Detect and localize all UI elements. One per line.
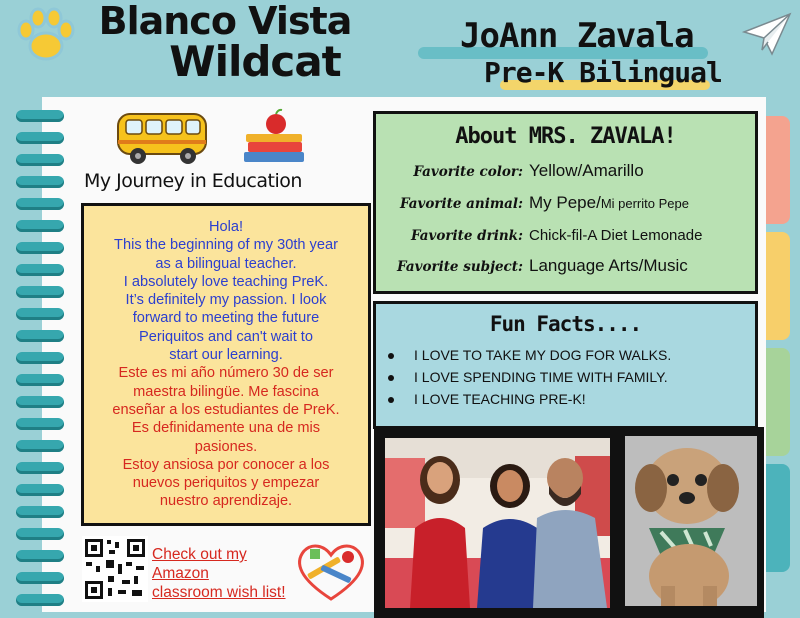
bio-line: nuevos periquitos y empezar	[132, 475, 320, 492]
bio-line: as a bilingual teacher.	[155, 255, 297, 272]
favorite-value-main: My Pepe/	[529, 193, 601, 212]
bio-line: This the beginning of my 30th year	[114, 237, 338, 254]
wishlist-line[interactable]: classroom wish list!	[152, 584, 286, 601]
favorite-value-main: Yellow/Amarillo	[529, 161, 644, 180]
spiral-ring	[16, 396, 64, 408]
spiral-ring	[16, 440, 64, 452]
spiral-ring	[16, 198, 64, 210]
spiral-ring	[16, 418, 64, 430]
wishlist-line[interactable]: Amazon	[152, 565, 209, 582]
fun-fact-text: I LOVE TEACHING PRE-K!	[414, 391, 586, 407]
fun-fact-item	[388, 344, 671, 366]
spiral-ring	[16, 572, 64, 584]
bio-spanish	[88, 364, 364, 510]
favorite-label: Favorite drink:	[410, 228, 523, 244]
spiral-ring	[16, 242, 64, 254]
grade-label: Pre-K Bilingual	[484, 56, 722, 89]
bio-line: Es definidamente una de mis	[131, 420, 321, 437]
spiral-ring	[16, 528, 64, 540]
books-apple-icon	[240, 108, 308, 166]
divider-tab-coral[interactable]	[766, 116, 790, 224]
favorite-value	[529, 256, 688, 276]
spiral-ring	[16, 176, 64, 188]
fun-fact-text: I LOVE SPENDING TIME WITH FAMILY.	[414, 369, 668, 385]
bio-line: maestra bilingüe. Me fascina	[133, 383, 319, 400]
spiral-ring	[16, 594, 64, 606]
bio-line: enseñar a los estudiantes de PreK.	[112, 401, 340, 418]
school-supplies-icon	[290, 535, 372, 605]
spiral-ring	[16, 110, 64, 122]
favorite-value-main: Chick-fil-A Diet Lemonade	[529, 227, 703, 244]
bio-line: pasiones.	[194, 438, 258, 455]
spiral-ring	[16, 220, 64, 232]
fun-fact-item	[388, 388, 671, 410]
fun-facts-list	[388, 344, 671, 410]
favorite-value-extra: Mi perrito Pepe	[600, 196, 689, 211]
teacher-name: JoAnn Zavala	[460, 16, 694, 56]
favorite-label: Favorite color:	[413, 164, 523, 180]
bio-line: nuestro aprendizaje.	[159, 493, 293, 510]
divider-tab-teal[interactable]	[766, 464, 790, 572]
spiral-ring	[16, 352, 64, 364]
divider-tab-green[interactable]	[766, 348, 790, 456]
dog-photo	[625, 436, 757, 606]
bio-line: Estoy ansiosa por conocer a los	[122, 456, 330, 473]
favorite-value-main: Language Arts/Music	[529, 256, 688, 275]
favorite-row	[376, 225, 755, 251]
bio-line: start our learning.	[169, 347, 283, 364]
favorite-label: Favorite animal:	[399, 196, 523, 212]
favorite-label: Favorite subject:	[397, 259, 523, 275]
divider-tab-yellow[interactable]	[766, 232, 790, 340]
qr-code-icon[interactable]	[82, 536, 148, 602]
about-panel	[373, 111, 758, 294]
spiral-ring	[16, 484, 64, 496]
favorite-row	[376, 161, 755, 187]
bio-line: Periquitos and can't wait to	[139, 328, 313, 345]
bio-panel	[81, 203, 371, 526]
about-title: About MRS. ZAVALA!	[455, 124, 676, 149]
fun-fact-item	[388, 366, 671, 388]
bio-english	[88, 218, 364, 364]
favorite-value	[529, 193, 689, 213]
spiral-ring	[16, 154, 64, 166]
bio-line: Este es mi año número 30 de ser	[118, 365, 334, 382]
school-name-line1: Blanco Vista	[98, 0, 352, 43]
bullet-icon	[388, 375, 394, 381]
school-name-line2: Wildcat	[169, 37, 341, 86]
spiral-ring	[16, 286, 64, 298]
journey-title: My Journey in Education	[84, 170, 302, 192]
favorite-row	[376, 193, 755, 219]
favorite-value	[529, 227, 702, 244]
spiral-ring	[16, 550, 64, 562]
spiral-ring	[16, 132, 64, 144]
spiral-ring	[16, 264, 64, 276]
fun-fact-text: I LOVE TO TAKE MY DOG FOR WALKS.	[414, 347, 672, 363]
school-bus-icon	[114, 108, 212, 168]
spiral-ring	[16, 374, 64, 386]
bio-line: It’s definitely my passion. I look	[125, 292, 327, 309]
spiral-ring	[16, 506, 64, 518]
bullet-icon	[388, 353, 394, 359]
paw-icon	[14, 6, 78, 66]
family-photo	[385, 438, 610, 608]
spiral-ring	[16, 308, 64, 320]
bio-line: Hola!	[208, 219, 244, 235]
spiral-ring	[16, 330, 64, 342]
favorite-row	[376, 256, 755, 282]
bullet-icon	[388, 397, 394, 403]
wishlist-line[interactable]: Check out my	[152, 546, 247, 563]
fun-facts-title: Fun Facts....	[489, 312, 642, 336]
bio-line: I absolutely love teaching PreK.	[123, 273, 329, 290]
spiral-ring	[16, 462, 64, 474]
school-name	[80, 0, 370, 86]
paper-plane-icon	[742, 10, 792, 58]
favorite-value	[529, 161, 644, 181]
wishlist-link[interactable]	[152, 545, 286, 602]
bio-line: forward to meeting the future	[132, 310, 320, 327]
fun-facts-panel	[373, 301, 758, 429]
